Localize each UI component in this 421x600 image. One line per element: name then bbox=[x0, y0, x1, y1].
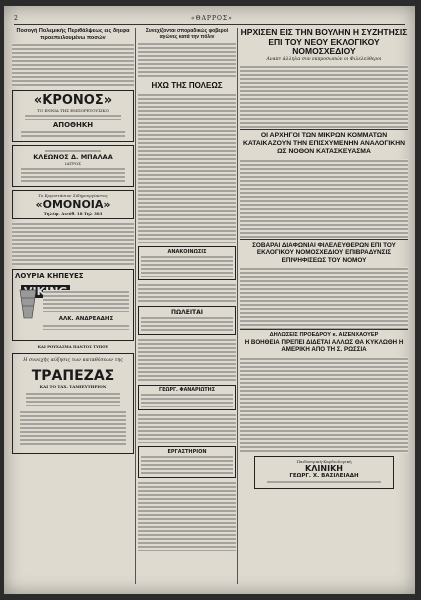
fanariotis-box: ΓΕΩΡΓ. ΦΑΝΑΡΙΩΤΗΣ bbox=[138, 385, 236, 410]
workshop-box: ΕΡΓΑΣΤΗΡΙΟΝ bbox=[138, 446, 236, 478]
col1-headline: Ποσογή Πολεμικής Περιθάλψεως εις δηεφα προεπειλουμένω ποσών bbox=[16, 28, 130, 41]
ad-viking: ΛΟΥΡΙΑ ΚΗΠΕΥΕΣ ΑΛΚ. ΑΝΔΡΕΑΔΗΣ bbox=[12, 269, 134, 341]
column-1: Ποσογή Πολεμικής Περιθάλψεως εις δηεφα προεπειλουμένω ποσών «ΚΡΟΝΟΣ» ΤΟ ΕΝΝΙΑ ΤΗΣ ΕΜΠΟΡΕΥΟΥΣΙΚΟ ΑΠΟΘΗΚΗ ΚΛΕΩΝΟΣ Δ. ΜΠΑΛΑΑ ΙΑΤΡΟΣ Το Εργοστάσιον Σιδηρουργίαστος «ΟΜΟΝΟΙΑ» Τηλέφ. Διεύθ. 18 Τηλ 303 ΛΟΥΡΙΑ ΚΗΠΕΥΕΣ ΑΛΚ. ΑΝΔΡΕΑΔΗΣ ΚΑΙ ΡΟΥΧΑΣΜΑ ΠΑΝΤΟΣ ΤΥΠΟΥ Η συνεχής αύξησις των καταθέσεων της ΤΡΑΠΕΖΑΣ ΚΑΙ ΤΟ ΤΑΧ. ΤΑΜΙΕΥΤΗΡΙΟΝ bbox=[12, 28, 134, 586]
viking-illustration bbox=[16, 288, 40, 322]
column-2 bbox=[138, 28, 236, 586]
notice-box: ΑΝΑΚΟΙΝΩΣΙΣ bbox=[138, 246, 236, 280]
newspaper-name: «ΘΑΡΡΟΣ» bbox=[190, 14, 233, 22]
page-header bbox=[14, 12, 405, 25]
column-3: ΗΡΧΙΣΕΝ ΕΙΣ ΤΗΝ ΒΟΥΛΗΝ Η ΣΥΖΗΤΗΣΙΣ ΕΠΙ ΤΟΥ ΝΕΟΥ ΕΚΛΟΓΙΚΟΥ ΝΟΜΟΣΧΕΔΙΟΥ Αναπτ άλληλα συν εκπροσωπών οι Φιλελεύθεροι ΟΙ ΑΡΧΗΓΟΙ ΤΩΝ ΜΙΚΡΩΝ ΚΟΜΜΑΤΩΝ ΚΑΤΑΙΚΑΖΟΥΝ ΤΗΝ ΕΠΙΣΧΥΜΕΝΗΝ ΑΝΑΛΟΓΙΚΗΝ ΩΣ ΝΟΘΟΝ ΚΑΤΑΣΚΕΥΑΣΜΑ ΣΟΒΑΡΑΙ ΔΙΑΦΩΝΙΑΙ ΦΙΛΕΛΕΥΘΕΡΩΝ ΕΠΙ ΤΟΥ ΕΚΛΟΓΙΚΟΥ ΝΟΜΟΣΧΕΔΙΟΥ ΕΠΙΒΡΑΔΥΝΣΙΣ ΕΠΙΨΗΦΙΣΕΩΣ ΤΟΥ ΝΟΜΟΥ ΔΗΛΩΣΕΙΣ ΠΡΟΕΔΡΟΥ κ. ΑΙΖΕΝΧΑΟΥΕΡ Η ΒΟΗΘΕΙΑ ΠΡΕΠΕΙ ΔΙΔΕΤΑΙ ΑΛΛΩΣ ΘΑ ΚΥΚΛΩΘΗ Η ΑΜΕΡΙΚΗ ΑΠΟ ΤΗ Σ. ΡΩΣΣΙΑ Παιδιατρική-Καρδιολογική ΚΛΙΝΙΚΗ ΓΕΩΡΓ. Χ. ΒΑΣΙΛΕΙΑΔΗ bbox=[240, 28, 408, 586]
col2-headline: Συνεχίζονται σποραδικώς φοβεροί αγώνες κατά την πόλιν bbox=[145, 28, 229, 40]
ad-doctor: ΚΛΕΩΝΟΣ Δ. ΜΠΑΛΑΑ ΙΑΤΡΟΣ bbox=[12, 145, 134, 187]
headline-small-parties: ΟΙ ΑΡΧΗΓΟΙ ΤΩΝ ΜΙΚΡΩΝ ΚΟΜΜΑΤΩΝ ΚΑΤΑΙΚΑΖΟΥΝ ΤΗΝ ΕΠΙΣΧΥΜΕΝΗΝ ΑΝΑΛΟΓΙΚΗΝ ΩΣ ΝΟΘΟΝ ΚΑΤΑΣΚΕΥΑΣΜΑ bbox=[240, 129, 408, 156]
ad-omonoia: Το Εργοστάσιον Σιδηρουργίαστος «ΟΜΟΝΟΙΑ» Τηλέφ. Διεύθ. 18 Τηλ 303 bbox=[12, 190, 134, 219]
newspaper-page bbox=[4, 6, 415, 594]
main-headline: ΗΡΧΙΣΕΝ ΕΙΣ ΤΗΝ ΒΟΥΛΗΝ Η ΣΥΖΗΤΗΣΙΣ ΕΠΙ ΤΟΥ ΝΕΟΥ ΕΚΛΟΓΙΚΟΥ ΝΟΜΟΣΧΕΔΙΟΥ bbox=[240, 27, 408, 56]
headline-eisenhower: ΔΗΛΩΣΕΙΣ ΠΡΟΕΔΡΟΥ κ. ΑΙΖΕΝΧΑΟΥΕΡ bbox=[240, 329, 408, 339]
headline-liberals: ΣΟΒΑΡΑΙ ΔΙΑΦΩΝΙΑΙ ΦΙΛΕΛΕΥΘΕΡΩΝ ΕΠΙ ΤΟΥ ΕΚΛΟΓΙΚΟΥ ΝΟΜΟΣΧΕΔΙΟΥ ΕΠΙΒΡΑΔΥΝΣΙΣ ΕΠΙΨΗΦΙΣΕΩΣ ΤΟΥ ΝΟΜΟΥ bbox=[240, 239, 408, 265]
ad-kronos: «ΚΡΟΝΟΣ» ΤΟ ΕΝΝΙΑ ΤΗΣ ΕΜΠΟΡΕΥΟΥΣΙΚΟ ΑΠΟΘΗΚΗ bbox=[12, 90, 134, 142]
page-number: 2 bbox=[14, 14, 19, 22]
ad-clinic: Παιδιατρική-Καρδιολογική ΚΛΙΝΙΚΗ ΓΕΩΡΓ. Χ. ΒΑΣΙΛΕΙΑΔΗ bbox=[254, 456, 394, 489]
section-title: ΗΧΩ ΤΗΣ ΠΟΛΕΩΣ bbox=[151, 81, 223, 90]
sale-box: ΠΩΛΕΙΤΑΙ bbox=[138, 306, 236, 335]
headline-aid: Η ΒΟΗΘΕΙΑ ΠΡΕΠΕΙ ΔΙΔΕΤΑΙ ΑΛΛΩΣ ΘΑ ΚΥΚΛΩΘΗ Η ΑΜΕΡΙΚΗ ΑΠΟ ΤΗ Σ. ΡΩΣΣΙΑ bbox=[244, 338, 404, 354]
ad-bank: Η συνεχής αύξησις των καταθέσεων της ΤΡΑΠΕΖΑΣ ΚΑΙ ΤΟ ΤΑΧ. ΤΑΜΙΕΥΤΗΡΙΟΝ bbox=[12, 353, 134, 454]
